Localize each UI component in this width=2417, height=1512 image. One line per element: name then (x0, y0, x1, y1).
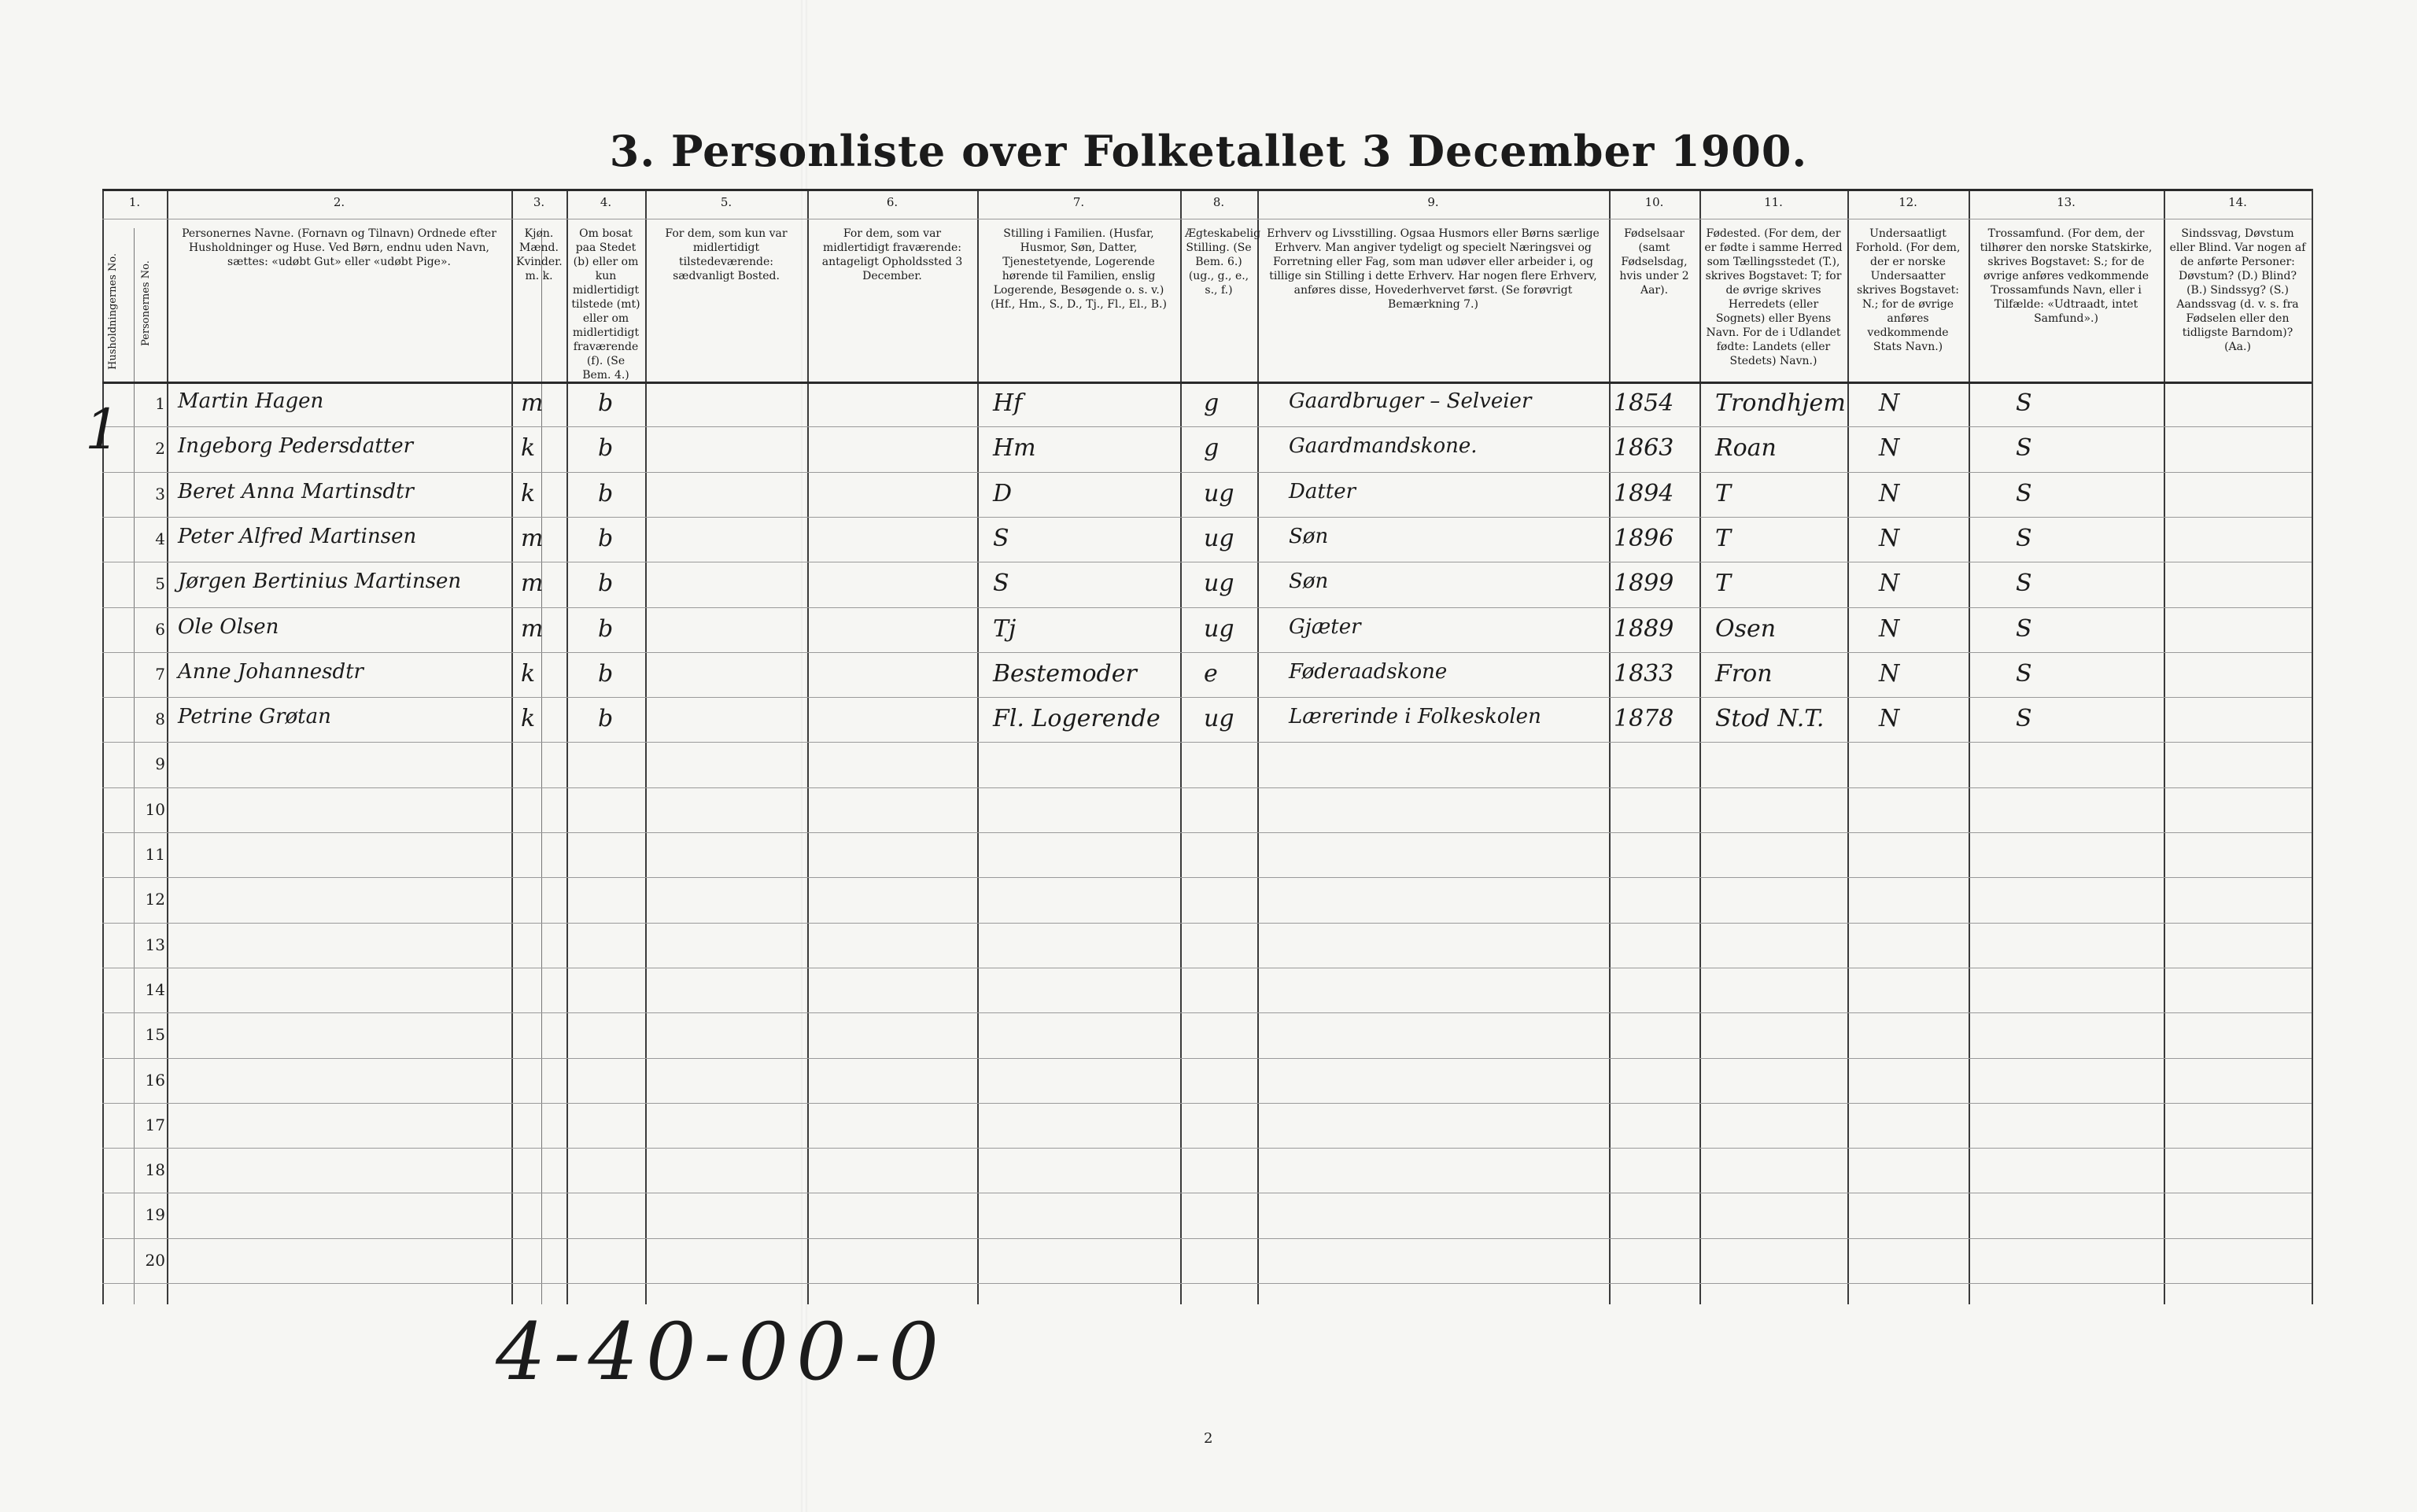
sex-mark: k (521, 659, 536, 688)
row-number: 7 (155, 664, 165, 684)
column-header: For dem, som var midlertidigt fraværende: antageligt Opholdssted 3 December. (821, 227, 963, 282)
birthplace: Roan (1715, 434, 1777, 463)
sex-mark: m (521, 614, 544, 643)
citizenship: N (1879, 705, 1900, 733)
family-position: S (993, 524, 1009, 552)
column-header: Sindssvag, Døvstum eller Blind. Var nogen af de anførte Personer: Døvstum? (D.) Blind? (B.) Sindssyg? (S.) Aandssvag (d. v. s. fra Fødselen eller den tidligste Barndom)? (Aa.) (2169, 227, 2306, 353)
column-header: Fødested. (For dem, der er fødte i samme Herred som Tællingsstedet (T.), skrives Bogstavet: T; for de øvrige skrives Herredets (eller Sognets) eller Byens Navn. For de i Udlandet fødte: Landets (eller Stedets) Navn.) (1704, 227, 1843, 367)
column-number: 12. (1899, 195, 1917, 209)
column-number: 10. (1644, 195, 1664, 209)
occupation: Gaardmandskone. (1289, 434, 1478, 459)
religion: S (2016, 479, 2032, 507)
family-position: Bestemoder (993, 659, 1137, 688)
birth-year: 1854 (1614, 389, 1674, 417)
column-number: 5. (720, 195, 732, 209)
occupation: Søn (1289, 570, 1329, 594)
column-header: Personernes Navne. (Fornavn og Tilnavn) Ordnede efter Husholdninger og Huse. Ved Børn, endnu uden Navn, sættes: «udøbt Gut» eller «udøbt Pige». (182, 227, 496, 268)
header-rule (102, 382, 2312, 384)
family-position: Fl. Logerende (993, 705, 1161, 733)
marital-status: g (1204, 434, 1220, 463)
row-number: 12 (145, 890, 165, 909)
birthplace: Fron (1715, 659, 1773, 688)
religion: S (2016, 570, 2032, 598)
row-number: 16 (145, 1070, 165, 1090)
column-rule (1180, 189, 1182, 1304)
row-number: 8 (155, 710, 165, 729)
family-position: S (993, 570, 1009, 598)
census-table (102, 189, 2312, 1304)
column-number: 3. (533, 195, 545, 209)
occupation: Gaardbruger – Selveier (1289, 389, 1532, 413)
residence-status: b (598, 479, 614, 507)
row-number: 14 (145, 979, 165, 999)
row-rule (102, 877, 2312, 878)
birthplace: Osen (1715, 614, 1777, 643)
row-rule (102, 517, 2312, 518)
column-header: Om bosat paa Stedet (b) eller om kun midlertidigt tilstede (mt) eller om midlertidigt fraværende (f). (Se Bem. 4.) (571, 227, 640, 382)
occupation: Gjæter (1289, 614, 1361, 639)
row-number: 18 (145, 1160, 165, 1180)
row-number: 15 (145, 1025, 165, 1045)
birthplace: T (1715, 570, 1732, 598)
birthplace: T (1715, 524, 1732, 552)
religion: S (2016, 434, 2032, 463)
family-position: Hf (993, 389, 1023, 417)
sex-mark: k (521, 434, 536, 463)
citizenship: N (1879, 614, 1900, 643)
bottom-code: 4-40-00-0 (496, 1306, 947, 1398)
residence-status: b (598, 614, 614, 643)
marital-status: ug (1204, 705, 1234, 733)
citizenship: N (1879, 524, 1900, 552)
citizenship: N (1879, 434, 1900, 463)
column-rule (1969, 189, 1970, 1304)
marital-status: e (1204, 659, 1218, 688)
marital-status: ug (1204, 479, 1234, 507)
row-rule (102, 742, 2312, 743)
column-header: Ægteskabelig Stilling. (Se Bem. 6.) (ug., g., e., s., f.) (1185, 227, 1261, 297)
row-rule (102, 426, 2312, 427)
column-rule (1847, 189, 1849, 1304)
row-number: 4 (155, 529, 165, 548)
column-rule (1699, 189, 1701, 1304)
column-number: 6. (886, 195, 899, 209)
column-number: 2. (333, 195, 345, 209)
row-rule (102, 1058, 2312, 1059)
occupation: Føderaadskone (1289, 659, 1448, 684)
birthplace: Trondhjem (1715, 389, 1846, 417)
row-rule (102, 923, 2312, 924)
marital-status: ug (1204, 614, 1234, 643)
residence-status: b (598, 570, 614, 598)
column-number: 9. (1427, 195, 1439, 209)
marital-status: ug (1204, 570, 1234, 598)
family-position: Hm (993, 434, 1036, 463)
column-number: 11. (1764, 195, 1783, 209)
page-title: 3. Personliste over Folketallet 3 December 1900. (609, 126, 1808, 176)
birth-year: 1889 (1614, 614, 1674, 643)
column-header: Fødselsaar (samt Fødselsdag, hvis under 2 Aar). (1619, 227, 1689, 297)
row-number: 11 (145, 845, 165, 864)
sex-mark: m (521, 570, 544, 598)
person-name: Martin Hagen (178, 389, 324, 413)
row-number: 5 (155, 574, 165, 594)
residence-status: b (598, 524, 614, 552)
citizenship: N (1879, 570, 1900, 598)
column-header: Trossamfund. (For dem, der tilhører den norske Statskirke, skrives Bogstavet: S.; for de øvrige anføres vedkommende Trossamfunds Navn, eller i Tilfælde: «Udtraadt, intet Samfund».) (1980, 227, 2153, 325)
sex-mark: k (521, 705, 536, 733)
column-rule (1257, 189, 1259, 1304)
sex-mark: k (521, 479, 536, 507)
page-number: 2 (1204, 1430, 1213, 1447)
column-header: For dem, som kun var midlertidigt tilstedeværende: sædvanligt Bosted. (665, 227, 788, 282)
column-number: 13. (2057, 195, 2076, 209)
citizenship: N (1879, 479, 1900, 507)
birth-year: 1896 (1614, 524, 1674, 552)
row-rule (102, 832, 2312, 833)
religion: S (2016, 659, 2032, 688)
row-rule (102, 1103, 2312, 1104)
row-number: 19 (145, 1205, 165, 1225)
column-rule (2312, 189, 2313, 1304)
citizenship: N (1879, 389, 1900, 417)
birth-year: 1878 (1614, 705, 1674, 733)
column-number: 4. (600, 195, 612, 209)
religion: S (2016, 614, 2032, 643)
column-rule (167, 189, 168, 1304)
birth-year: 1863 (1614, 434, 1674, 463)
family-position: D (993, 479, 1013, 507)
person-name: Ingeborg Pedersdatter (178, 434, 414, 459)
row-rule (102, 1148, 2312, 1149)
occupation: Lærerinde i Folkeskolen (1289, 705, 1541, 729)
column-header: Kjøn. Mænd. Kvinder. m. k. (516, 227, 563, 282)
occupation: Datter (1289, 479, 1356, 503)
household-number: 1 (85, 397, 120, 462)
row-rule (102, 472, 2312, 473)
person-name: Jørgen Bertinius Martinsen (178, 570, 462, 594)
religion: S (2016, 705, 2032, 733)
row-rule (102, 607, 2312, 608)
residence-status: b (598, 389, 614, 417)
religion: S (2016, 389, 2032, 417)
column-number: 7. (1072, 195, 1085, 209)
person-name: Petrine Grøtan (178, 705, 331, 729)
row-rule (102, 697, 2312, 698)
person-name: Beret Anna Martinsdtr (178, 479, 414, 503)
row-rule (102, 1283, 2312, 1284)
family-position: Tj (993, 614, 1017, 643)
header-rule (102, 189, 2312, 191)
row-number: 1 (155, 394, 165, 413)
birth-year: 1833 (1614, 659, 1674, 688)
household-number-header: Husholdningernes No. (107, 253, 119, 370)
row-rule (102, 1238, 2312, 1239)
column-number: 1. (128, 195, 141, 209)
row-number: 6 (155, 619, 165, 639)
sex-mark: m (521, 389, 544, 417)
column-rule (807, 189, 809, 1304)
occupation: Søn (1289, 524, 1329, 548)
sex-mark: m (521, 524, 544, 552)
row-number: 3 (155, 484, 165, 503)
row-rule (102, 652, 2312, 653)
religion: S (2016, 524, 2032, 552)
column-rule (1609, 189, 1611, 1304)
residence-status: b (598, 434, 614, 463)
row-number: 10 (145, 799, 165, 819)
column-rule (645, 189, 647, 1304)
row-number: 9 (155, 754, 165, 774)
birthplace: Stod N.T. (1715, 705, 1825, 733)
row-number: 20 (145, 1250, 165, 1270)
person-name: Anne Johannesdtr (178, 659, 363, 684)
row-number: 13 (145, 935, 165, 954)
column-rule (566, 189, 568, 1304)
birthplace: T (1715, 479, 1732, 507)
column-rule (102, 189, 104, 1304)
column-header: Undersaatligt Forhold. (For dem, der er norske Undersaatter skrives Bogstavet: N.; for de øvrige anføres vedkommende Stats Navn.) (1855, 227, 1961, 353)
column-rule (2164, 189, 2165, 1304)
birth-year: 1899 (1614, 570, 1674, 598)
person-name: Ole Olsen (178, 614, 279, 639)
birth-year: 1894 (1614, 479, 1674, 507)
column-number: 8. (1212, 195, 1225, 209)
row-number: 2 (155, 439, 165, 459)
column-number: 14. (2228, 195, 2247, 209)
marital-status: g (1204, 389, 1220, 417)
residence-status: b (598, 659, 614, 688)
column-rule (511, 189, 513, 1304)
column-header: Erhverv og Livsstilling. Ogsaa Husmors eller Børns særlige Erhverv. Man angiver tydeligt og specielt Næringsvei og Forretning eller Fag, som man udøver eller arbeider i, og tillige sin Stilling i dette Erhverv. Har nogen flere Erhverv, anføres disse, Hovederhvervet først. (Se forøvrigt Bemærkning 7.) (1267, 227, 1600, 311)
row-number: 17 (145, 1115, 165, 1134)
marital-status: ug (1204, 524, 1234, 552)
row-rule (102, 787, 2312, 788)
person-name: Peter Alfred Martinsen (178, 524, 417, 548)
citizenship: N (1879, 659, 1900, 688)
column-rule (977, 189, 979, 1304)
column-header: Stilling i Familien. (Husfar, Husmor, Søn, Datter, Tjenestetyende, Logerende hørende til Familien, enslig Logerende, Besøgende o. s. v.) (Hf., Hm., S., D., Tj., Fl., El., B.) (991, 227, 1167, 311)
row-rule (102, 1012, 2312, 1013)
person-number-header: Personernes No. (140, 260, 152, 346)
residence-status: b (598, 705, 614, 733)
